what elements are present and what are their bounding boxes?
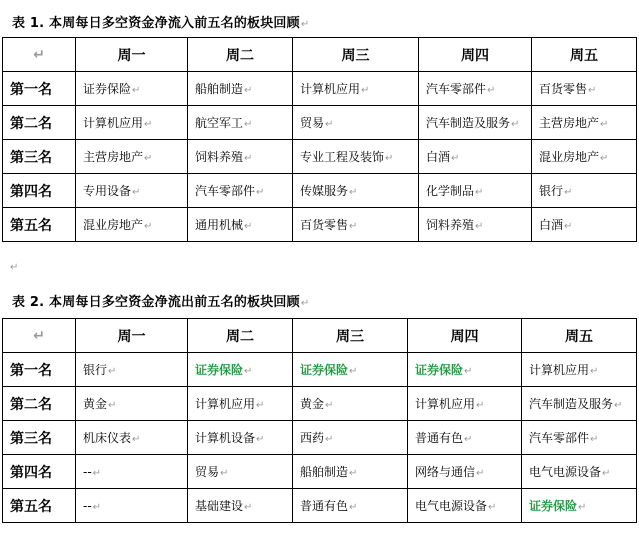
- sector-cell: [419, 140, 532, 174]
- sector-name: 汽车制造及服务: [529, 397, 614, 411]
- paragraph-mark: ↵: [244, 85, 253, 96]
- sector-name: --: [83, 464, 92, 479]
- sector-name: 计算机应用: [83, 116, 144, 130]
- sector-name: 汽车零部件: [529, 431, 590, 445]
- table-row: [3, 140, 637, 174]
- sector-name: 网络与通信: [415, 465, 476, 479]
- paragraph-mark: ↵: [600, 119, 609, 130]
- paragraph-mark: ↵: [325, 400, 334, 411]
- sector-name: 黄金: [83, 397, 108, 411]
- paragraph-mark: ↵: [614, 400, 623, 411]
- paragraph-mark: ↵: [144, 153, 153, 164]
- sector-cell: [532, 174, 637, 208]
- table-row: [3, 455, 637, 489]
- sector-cell: [522, 387, 637, 421]
- sector-name: 黄金: [300, 397, 325, 411]
- sector-cell: [76, 353, 188, 387]
- sector-name: 计算机设备: [195, 431, 256, 445]
- column-header: 周一: [76, 319, 188, 353]
- paragraph-mark: ↵: [600, 153, 609, 164]
- sector-cell: [76, 421, 188, 455]
- sector-name: 银行: [539, 184, 564, 198]
- sector-cell: [522, 353, 637, 387]
- table-header-row: [3, 319, 637, 353]
- sector-cell: [408, 353, 522, 387]
- corner-cell: ↵: [3, 38, 76, 72]
- sector-name: 百货零售: [539, 82, 588, 96]
- sector-name: 电气电源设备: [529, 465, 602, 479]
- paragraph-mark: ↵: [349, 366, 358, 377]
- table-row: [3, 208, 637, 242]
- sector-cell: [532, 140, 637, 174]
- paragraph-mark: ↵: [588, 85, 597, 96]
- sector-cell: [76, 72, 188, 106]
- sector-name: 西药: [300, 431, 325, 445]
- sector-name: 汽车零部件: [195, 184, 256, 198]
- paragraph-mark: ↵: [487, 85, 496, 96]
- sector-name: 船舶制造: [195, 82, 244, 96]
- table-row: [3, 72, 637, 106]
- sector-name: 普通有色: [415, 431, 464, 445]
- table2-caption: 表 2. 本周每日多空资金净流出前五名的板块回顾↵: [12, 295, 310, 310]
- table-row: [3, 174, 637, 208]
- sector-name: 基础建设: [195, 499, 244, 513]
- sector-cell: [188, 174, 293, 208]
- column-header: 周四: [408, 319, 522, 353]
- paragraph-mark: ↵: [602, 468, 611, 479]
- sector-name: 证券保险: [415, 363, 464, 377]
- sector-name: 船舶制造: [300, 465, 349, 479]
- sector-cell: [76, 387, 188, 421]
- rank-label: 第五名: [3, 489, 76, 523]
- sector-name: 证券保险: [83, 82, 132, 96]
- paragraph-mark: ↵: [244, 502, 253, 513]
- sector-cell: [188, 455, 293, 489]
- rank-label: 第二名: [3, 387, 76, 421]
- paragraph-mark: ↵: [349, 468, 358, 479]
- sector-cell: [293, 353, 408, 387]
- paragraph-mark: ↵: [132, 434, 141, 445]
- table-header-row: [3, 38, 637, 72]
- sector-cell: [76, 174, 188, 208]
- sector-cell: [408, 455, 522, 489]
- paragraph-mark: ↵: [10, 262, 19, 273]
- sector-cell: [76, 489, 188, 523]
- sector-cell: [188, 489, 293, 523]
- sector-name: 计算机应用: [300, 82, 361, 96]
- paragraph-mark: ↵: [244, 366, 253, 377]
- sector-cell: [532, 106, 637, 140]
- inflow-table: [2, 37, 637, 242]
- column-header: 周二: [188, 319, 293, 353]
- sector-name: 证券保险: [529, 499, 578, 513]
- paragraph-mark: ↵: [349, 221, 358, 232]
- paragraph-mark: ↵: [590, 366, 599, 377]
- sector-cell: [188, 387, 293, 421]
- paragraph-mark: ↵: [220, 468, 229, 479]
- sector-name: 贸易: [195, 465, 220, 479]
- sector-name: 饲料养殖: [195, 150, 244, 164]
- sector-name: 通用机械: [195, 218, 244, 232]
- table-row: [3, 106, 637, 140]
- paragraph-mark: ↵: [144, 119, 153, 130]
- table-row: [3, 489, 637, 523]
- table1-caption: 表 1. 本周每日多空资金净流入前五名的板块回顾↵: [12, 16, 310, 31]
- column-header: 周一: [76, 38, 188, 72]
- paragraph-mark: ↵: [475, 187, 484, 198]
- paragraph-mark: ↵: [385, 153, 394, 164]
- rank-label: 第四名: [3, 174, 76, 208]
- sector-cell: [522, 421, 637, 455]
- sector-name: 机床仪表: [83, 431, 132, 445]
- paragraph-mark: ↵: [361, 85, 370, 96]
- paragraph-mark: ↵: [244, 153, 253, 164]
- paragraph-mark: ↵: [578, 502, 587, 513]
- paragraph-mark: ↵: [132, 85, 141, 96]
- paragraph-mark: ↵: [325, 119, 334, 130]
- sector-name: 航空军工: [195, 116, 244, 130]
- column-header: 周二: [188, 38, 293, 72]
- sector-cell: [188, 72, 293, 106]
- sector-name: 主营房地产: [539, 116, 600, 130]
- sector-cell: [293, 140, 419, 174]
- sector-name: 汽车制造及服务: [426, 116, 511, 130]
- sector-name: 饲料养殖: [426, 218, 475, 232]
- paragraph-mark: ↵: [256, 400, 265, 411]
- sector-name: 电气电源设备: [415, 499, 488, 513]
- rank-label: 第四名: [3, 455, 76, 489]
- sector-name: 专业工程及装饰: [300, 150, 385, 164]
- paragraph-mark: ↵: [244, 119, 253, 130]
- paragraph-mark: ↵: [564, 187, 573, 198]
- paragraph-mark: ↵: [488, 502, 497, 513]
- column-header: 周三: [293, 38, 419, 72]
- sector-cell: [76, 140, 188, 174]
- table-row: [3, 387, 637, 421]
- paragraph-mark: ↵: [132, 187, 141, 198]
- sector-cell: [293, 455, 408, 489]
- sector-cell: [188, 421, 293, 455]
- sector-cell: [419, 72, 532, 106]
- paragraph-mark: ↵: [349, 502, 358, 513]
- sector-name: 银行: [83, 363, 108, 377]
- sector-cell: [522, 455, 637, 489]
- sector-cell: [408, 387, 522, 421]
- sector-name: 白酒: [426, 150, 451, 164]
- rank-label: 第一名: [3, 353, 76, 387]
- sector-cell: [293, 421, 408, 455]
- paragraph-mark: ↵: [92, 501, 102, 513]
- sector-cell: [408, 421, 522, 455]
- paragraph-mark: ↵: [476, 400, 485, 411]
- sector-name: 普通有色: [300, 499, 349, 513]
- sector-cell: [419, 174, 532, 208]
- sector-name: 计算机应用: [415, 397, 476, 411]
- sector-name: 白酒: [539, 218, 564, 232]
- paragraph-mark: ↵: [464, 434, 473, 445]
- table-row: [3, 421, 637, 455]
- sector-name: 传媒服务: [300, 184, 349, 198]
- paragraph-mark: ↵: [256, 187, 265, 198]
- paragraph-mark: ↵: [256, 434, 265, 445]
- paragraph-mark: ↵: [476, 468, 485, 479]
- sector-cell: [76, 208, 188, 242]
- sector-cell: [293, 72, 419, 106]
- sector-name: 汽车零部件: [426, 82, 487, 96]
- paragraph-mark: ↵: [564, 221, 573, 232]
- sector-cell: [408, 489, 522, 523]
- sector-cell: [522, 489, 637, 523]
- sector-cell: [419, 208, 532, 242]
- sector-cell: [188, 140, 293, 174]
- sector-name: 贸易: [300, 116, 325, 130]
- paragraph-mark: ↵: [108, 366, 117, 377]
- rank-label: 第五名: [3, 208, 76, 242]
- rank-label: 第三名: [3, 140, 76, 174]
- column-header: 周四: [419, 38, 532, 72]
- sector-name: 计算机应用: [529, 363, 590, 377]
- rank-label: 第一名: [3, 72, 76, 106]
- sector-cell: [532, 72, 637, 106]
- sector-name: 计算机应用: [195, 397, 256, 411]
- sector-name: 证券保险: [300, 363, 349, 377]
- paragraph-mark: ↵: [92, 467, 102, 479]
- rank-label: 第二名: [3, 106, 76, 140]
- sector-name: 专用设备: [83, 184, 132, 198]
- paragraph-mark: ↵: [325, 434, 334, 445]
- sector-cell: [419, 106, 532, 140]
- corner-cell: ↵: [3, 319, 76, 353]
- sector-cell: [188, 106, 293, 140]
- paragraph-mark: ↵: [475, 221, 484, 232]
- sector-cell: [532, 208, 637, 242]
- sector-name: 证券保险: [195, 363, 244, 377]
- sector-cell: [293, 489, 408, 523]
- sector-name: 主营房地产: [83, 150, 144, 164]
- sector-cell: [188, 353, 293, 387]
- sector-name: --: [83, 498, 92, 513]
- sector-cell: [76, 455, 188, 489]
- column-header: 周三: [293, 319, 408, 353]
- paragraph-mark: ↵: [349, 187, 358, 198]
- sector-cell: [188, 208, 293, 242]
- sector-cell: [293, 387, 408, 421]
- rank-label: 第三名: [3, 421, 76, 455]
- sector-cell: [76, 106, 188, 140]
- sector-cell: [293, 174, 419, 208]
- sector-name: 混业房地产: [83, 218, 144, 232]
- paragraph-mark: ↵: [464, 366, 473, 377]
- paragraph-mark: ↵: [244, 221, 253, 232]
- paragraph-mark: ↵: [108, 400, 117, 411]
- table-row: [3, 353, 637, 387]
- sector-cell: [293, 208, 419, 242]
- column-header: 周五: [522, 319, 637, 353]
- sector-name: 化学制品: [426, 184, 475, 198]
- paragraph-mark: ↵: [144, 221, 153, 232]
- sector-name: 百货零售: [300, 218, 349, 232]
- sector-cell: [293, 106, 419, 140]
- outflow-table: [2, 318, 637, 523]
- sector-name: 混业房地产: [539, 150, 600, 164]
- column-header: 周五: [532, 38, 637, 72]
- paragraph-mark: ↵: [511, 119, 520, 130]
- paragraph-mark: ↵: [451, 153, 460, 164]
- paragraph-mark: ↵: [590, 434, 599, 445]
